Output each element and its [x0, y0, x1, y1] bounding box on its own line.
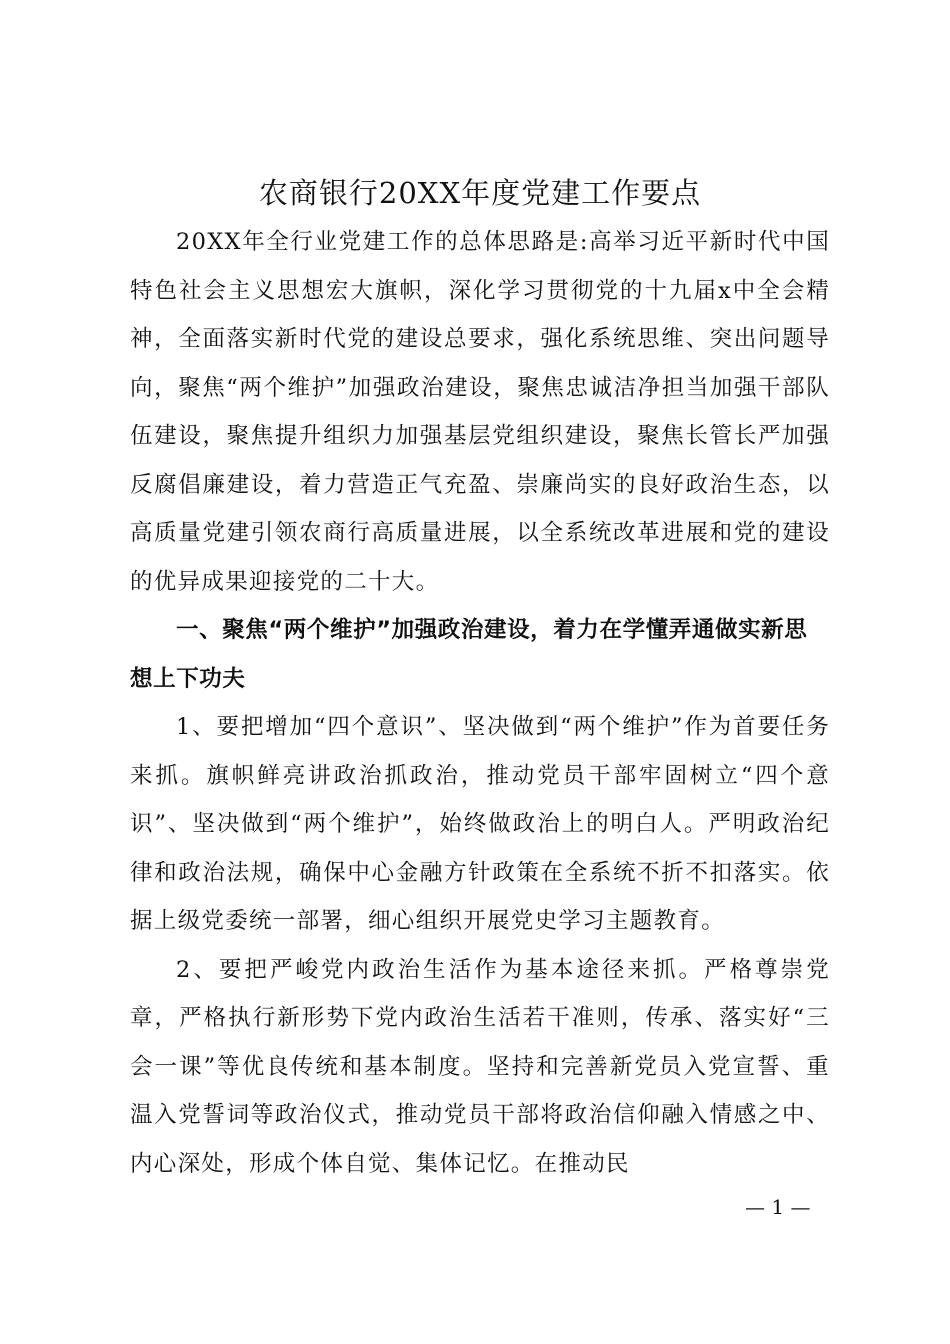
intro-paragraph: 20XX年全行业党建工作的总体思路是:高举习近平新时代中国特色社会主义思想宏大旗帜，深化学习贯彻党的十九届x中全会精神，全面落实新时代党的建设总要求，强化系统思维、突出问题导向，聚焦“两个维护”加强政治建设，聚焦忠诚洁净担当加强干部队伍建设，聚焦提升组织力加强基层党组织建设，聚焦长管长严加强反腐倡廉建设，着力营造正气充盈、崇廉尚实的良好政治生态，以高质量党建引领农商行高质量进展，以全系统改革进展和党的建设的优异成果迎接党的二十大。 — [130, 229, 830, 595]
paragraph-item-1: 1、要把增加“四个意识”、坚决做到“两个维护”作为首要任务来抓。旗帜鲜亮讲政治抓政治，推动党员干部牢固树立“四个意识”、坚决做到“两个维护”，始终做政治上的明白人。严明政治纪律和政治法规，确保中心金融方针政策在全系统不折不扣落实。依据上级党委统一部署，细心组织开展党史学习主题教育。 — [130, 714, 830, 934]
page-number: — 1 — — [745, 1195, 811, 1219]
document-body — [130, 168, 830, 1188]
paragraph-item-2: 2、要把严峻党内政治生活作为基本途径来抓。严格尊崇党章，严格执行新形势下党内政治生活若干准则，传承、落实好“三会一课”等优良传统和基本制度。坚持和完善新党员入党宣誓、重温入党誓词等政治仪式，推动党员干部将政治信仰融入情感之中、内心深处，形成个体自觉、集体记忆。在推动民 — [130, 956, 830, 1177]
section-heading-1: 一、聚焦“两个维护”加强政治建设，着力在学懂弄通做实新思想上下功夫 — [130, 617, 808, 692]
document-title: 农商银行20XX年度党建工作要点 — [258, 176, 702, 210]
